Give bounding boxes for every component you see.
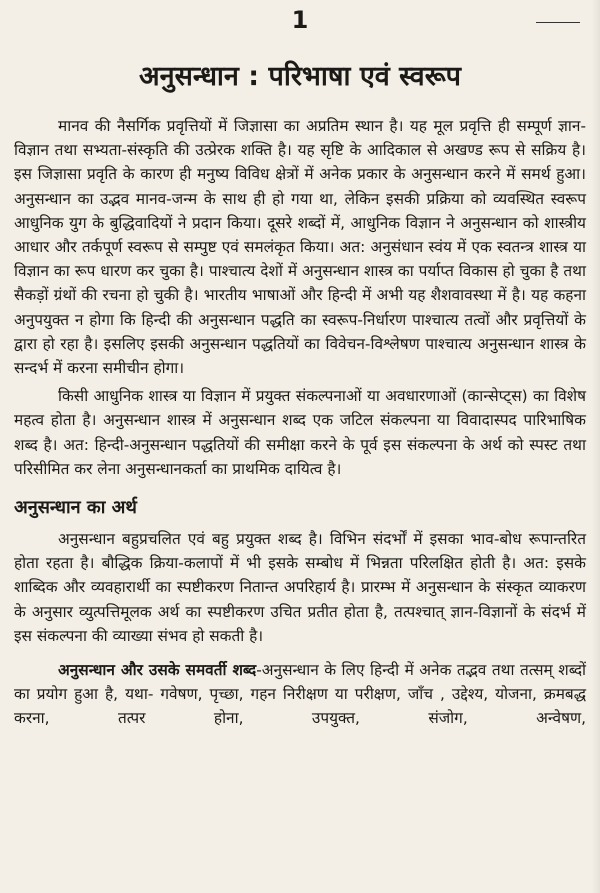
page-number: 1 xyxy=(291,6,309,34)
header-rule xyxy=(536,22,580,23)
paragraph-intro: मानव की नैसर्गिक प्रवृत्तियों में जिज्ञासा का अप्रतिम स्थान है। यह मूल प्रवृत्ति ही सम्पूर्ण ज्ञान-विज्ञान तथा सभ्यता-संस्कृति की उत्प्रेरक शक्ति है। यह सृष्टि के आदिकाल से अखण्ड रूप से सक्रिय है। इस जिज्ञासा प्रवृति के कारण ही मनुष्य विविध क्षेत्रों में अनेक प्रकार के अनुसन्धान करने में समर्थ हुआ। अनुसन्धान का उद्भव मानव-जन्म के साथ ही हो गया था, लेकिन इसकी प्रक्रिया को व्यवस्थित स्वरूप आधुनिक युग के बुद्धिवादियों ने प्रदान किया। दूसरे शब्दों में, आधुनिक विज्ञान ने अनुसन्धान को शास्त्रीय आधार और तर्कपूर्ण स्वरूप से सम्पुष्ट एवं समलंकृत किया। अत: अनुसंधान स्वंय में एक स्वतन्त्र शास्त्र या विज्ञान का रूप धारण कर चुका है। पाश्चात्य देशों में अनुसन्धान शास्त्र का पर्याप्त विकास हो चुका है तथा सैकड़ों ग्रंथों की रचना हो चुकी है। भारतीय भाषाओं और हिन्दी में अभी यह शैशवावस्था में है। यह कहना अनुपयुक्त न होगा कि हिन्दी की अनुसन्धान पद्धति का स्वरूप-निर्धारण पाश्चात्य तत्वों और प्रवृत्तियों के द्वारा हो रहा है। इसलिए इसकी अनुसन्धान पद्धतियों का विवेचन-विश्लेषण पाश्चात्य अनुसन्धान शास्त्र के सन्दर्भ में करना समीचीन होगा। xyxy=(14,117,586,378)
page-edge-shadow xyxy=(592,0,600,893)
chapter-title: अनुसन्धान : परिभाषा एवं स्वरूप xyxy=(138,61,462,92)
paragraph-synonyms xyxy=(14,658,586,731)
paragraph-concepts: किसी आधुनिक शास्त्र या विज्ञान में प्रयुक्त संकल्पनाओं या अवधारणाओं (कान्सेप्ट्स) का विशेष महत्व होता है। अनुसन्धान शास्त्र में अनुसन्धान शब्द एक जटिल संकल्पना या विवादास्पद पारिभाषिक शब्द है। अत: हिन्दी-अनुसन्धान पद्धतियों की समीक्षा करने के पूर्व इस संकल्पना के अर्थ को स्पस्ट तथा परिसीमित कर लेना अनुसन्धानकर्ता का प्राथमिक दायित्व है। xyxy=(14,387,586,478)
paragraph-meaning: अनुसन्धान बहुप्रचलित एवं बहु प्रयुक्त शब्द है। विभिन संदर्भों में इसका भाव-बोध रूपान्तरित होता रहता है। बौद्धिक क्रिया-कलापों में भी इसके सम्बोध में भिन्नता परिलक्षित होती है। अत: इसके शाब्दिक और व्यवहारार्थी का स्पष्टीकरण नितान्त अपरिहार्य है। प्रारम्भ में अनुसन्धान के संस्कृत व्याकरण के अनुसार व्युत्पत्तिमूलक अर्थ का स्पष्टीकरण उचित प्रतीत होता है, तत्पश्चात् ज्ञान-विज्ञानों के संदर्भ में इस संकल्पना की व्याख्या संभव हो सकती है। xyxy=(14,530,586,645)
paragraph-synonyms-text: -अनुसन्धान के लिए हिन्दी में अनेक तद्भव तथा तत्सम् शब्दों का प्रयोग हुआ है, यथा- गवेषण, पृच्छा, गहन निरीक्षण या परीक्षण, जाँच , उद्देश्य, योजना, क्रमबद्ध करना, तत्पर होना, उपयुक्त, संजोग, अन्वेषण, xyxy=(14,661,586,728)
paragraph-synonyms-lead: अनुसन्धान और उसके समवर्ती शब्द xyxy=(58,661,257,680)
body-text xyxy=(14,114,586,731)
section-heading: अनुसन्धान का अर्थ xyxy=(14,497,137,519)
